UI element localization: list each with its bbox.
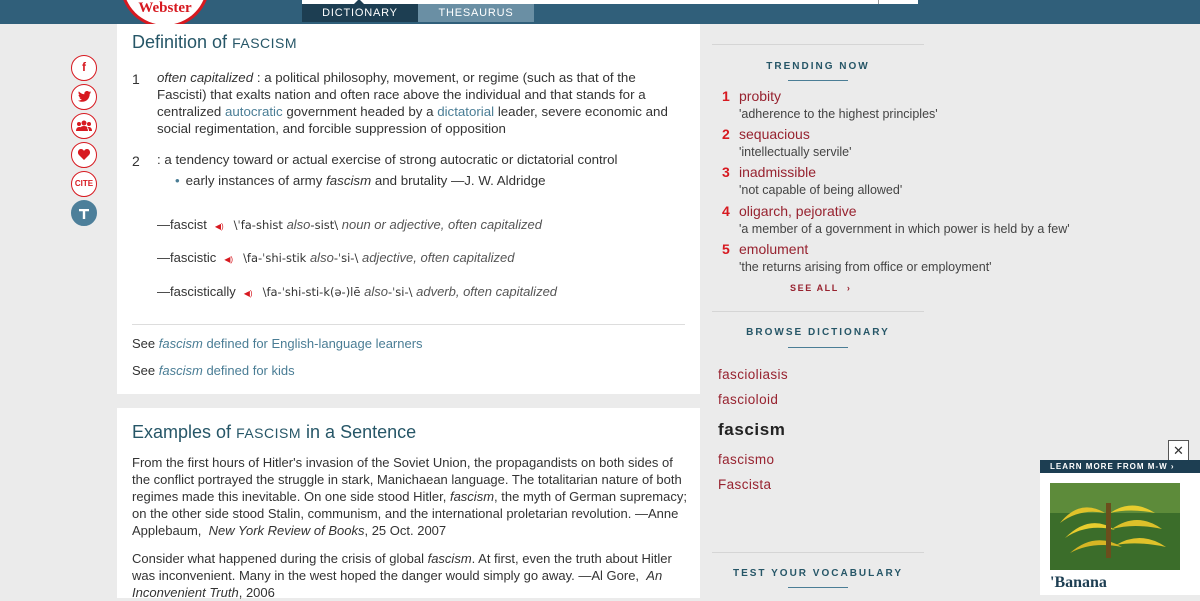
see-rest: defined for kids	[206, 363, 295, 378]
browse-heading: BROWSE DICTIONARY	[746, 327, 890, 338]
learners-link[interactable]	[159, 336, 423, 351]
example-word: fascism	[326, 173, 372, 188]
definition-title	[132, 32, 297, 53]
link-autocratic[interactable]: autocratic	[225, 104, 283, 119]
see-all-label: SEE ALL	[790, 283, 839, 293]
sense-1-part-c: leader, severe economic and social regimentation, and forcible suppression of opposition	[157, 104, 668, 136]
usage-example	[175, 173, 546, 188]
tab-dictionary[interactable]: DICTIONARY	[302, 4, 418, 22]
heading-underline	[788, 80, 848, 81]
browse-item[interactable]: Fascista	[718, 477, 772, 492]
p1-word: fascism	[449, 489, 495, 504]
headword: FASCISM	[236, 425, 302, 441]
trending-rank: 4	[722, 203, 730, 219]
also-label: also	[309, 250, 334, 265]
also-label: also	[286, 217, 311, 232]
browse-item[interactable]: fascioliasis	[718, 367, 789, 382]
trending-desc: 'not capable of being allowed'	[739, 183, 903, 197]
sense-2-text: : a tendency toward or actual exercise of strong autocratic or dictatorial control	[157, 152, 618, 167]
trending-word: oligarch, pejorative	[739, 203, 857, 219]
vocab-heading: TEST YOUR VOCABULARY	[732, 568, 903, 579]
sense-number: 1	[132, 71, 140, 87]
runon-word: —fascistically	[157, 284, 236, 299]
p2-word: fascism	[427, 551, 472, 566]
p2-part-a: Consider what happened during the crisis of global	[132, 551, 424, 566]
ad-card[interactable]	[1040, 473, 1200, 595]
trending-word: sequacious	[739, 126, 810, 142]
see-rest: defined for English-language learners	[206, 336, 423, 351]
runon-fascistic	[157, 250, 514, 265]
sense-1-part-a: : a political philosophy, movement, or regime (such as that of the Fascisti) that exalts nation and often race above the individual and that stands for a centralized	[157, 70, 646, 119]
pronunciation-alt: -ˈsi-\	[387, 285, 413, 299]
example-sentence-1	[132, 454, 687, 539]
heading-underline	[788, 587, 848, 588]
heading-underline	[788, 347, 848, 348]
runon-word: —fascistic	[157, 250, 217, 265]
rail-divider	[712, 44, 924, 45]
example-sentence-2	[132, 550, 687, 601]
sense-1-part-b: government headed by a	[286, 104, 434, 119]
trending-rank: 5	[722, 241, 730, 257]
pronunciation: \ˈfa-shist	[233, 218, 283, 232]
also-label: also	[364, 284, 388, 299]
title-prefix: Definition of	[132, 32, 228, 52]
close-icon[interactable]: ✕	[1168, 440, 1189, 461]
ad-caption: 'Banana	[1050, 574, 1107, 591]
speaker-icon[interactable]: ◀)	[224, 255, 234, 264]
trending-heading: TRENDING NOW	[766, 61, 870, 72]
trending-rank: 1	[722, 88, 730, 104]
p1-date: , 25 Oct. 2007	[364, 523, 447, 538]
trending-rank: 2	[722, 126, 730, 142]
banana-image[interactable]	[1050, 483, 1180, 570]
definition-card	[117, 24, 700, 394]
chevron-right-icon: ›	[1170, 462, 1175, 471]
sense-number: 2	[132, 153, 140, 169]
trending-desc: 'intellectually servile'	[739, 145, 852, 159]
trending-desc: 'a member of a government in which power is held by a few'	[739, 222, 1070, 236]
example-part-b: and brutality —J. W. Aldridge	[374, 173, 546, 188]
cite-button[interactable]: CITE	[71, 171, 97, 197]
twitter-icon[interactable]	[71, 84, 97, 110]
part-of-speech: adjective, often capitalized	[361, 250, 515, 265]
see-prefix: See	[132, 363, 156, 378]
browse-item-current: fascism	[718, 420, 786, 439]
examples-title	[132, 422, 416, 443]
trending-desc: 'the returns arising from office or employment'	[739, 260, 992, 274]
see-all-link[interactable]	[790, 283, 851, 293]
speaker-icon[interactable]: ◀)	[214, 222, 224, 231]
p1-part-b: , the myth of German supremacy; on the other side stood Stalin, communism, and the international proletarian revolution. —Anne Applebaum,	[132, 489, 687, 538]
sense-1-text	[157, 69, 677, 137]
pronunciation: \fa-ˈshi-stik	[243, 251, 307, 265]
community-icon[interactable]	[71, 113, 97, 139]
trending-desc: 'adherence to the highest principles'	[739, 107, 938, 121]
p1-part-a: From the first hours of Hitler's invasion of the Soviet Union, the propagandists on both sides of the conflict portrayed the struggle in stark, Manichaean language. The totalitarian nature of both regimes made this inevitable. On one side stood Hitler,	[132, 455, 682, 504]
title-suffix: in a Sentence	[306, 422, 417, 442]
ad-banner[interactable]	[1040, 460, 1200, 473]
headword: FASCISM	[232, 35, 298, 51]
trending-word: probity	[739, 88, 782, 104]
heart-icon[interactable]	[71, 142, 97, 168]
pronunciation-alt: -sist\	[310, 218, 339, 232]
rail-divider	[712, 552, 924, 553]
speaker-icon[interactable]: ◀)	[243, 289, 253, 298]
site-header	[0, 0, 1200, 24]
logo-text: Webster	[138, 0, 192, 16]
p2-source: An Inconvenient Truth	[132, 568, 663, 600]
trending-word: inadmissible	[739, 164, 817, 180]
pronunciation: \fa-ˈshi-sti-k(ə-)lē	[262, 285, 361, 299]
see-kids	[132, 363, 295, 378]
part-of-speech: adverb, often capitalized	[416, 284, 558, 299]
runon-word: —fascist	[157, 217, 207, 232]
trending-word: emolument	[739, 241, 809, 257]
runon-fascist	[157, 217, 542, 232]
title-prefix: Examples of	[132, 422, 232, 442]
ad-bar-label: LEARN MORE FROM M-W	[1050, 462, 1168, 471]
see-learners	[132, 336, 423, 351]
browse-item[interactable]: fascismo	[718, 452, 775, 467]
see-prefix: See	[132, 336, 156, 351]
examples-card	[117, 408, 700, 598]
divider	[132, 324, 685, 325]
tab-thesaurus[interactable]: THESAURUS	[418, 4, 534, 22]
sense-label: often capitalized	[157, 70, 254, 85]
example-part-a: early instances of army	[185, 173, 323, 188]
thesaurus-icon[interactable]	[71, 200, 97, 226]
facebook-icon[interactable]: f	[71, 55, 97, 81]
bullet-icon: •	[175, 173, 180, 188]
see-word: fascism	[158, 336, 203, 351]
chevron-right-icon: ›	[846, 283, 852, 293]
link-dictatorial[interactable]: dictatorial	[437, 104, 495, 119]
trending-rank: 3	[722, 164, 730, 180]
see-word: fascism	[158, 363, 203, 378]
part-of-speech: noun or adjective, often capitalized	[341, 217, 542, 232]
browse-item[interactable]: fascioloid	[718, 392, 779, 407]
p2-part-b: . At first, even the truth about Hitler was inconvenient. Many in the west hoped the danger would simply go away. —Al Gore,	[132, 551, 672, 583]
kids-link[interactable]	[159, 363, 295, 378]
rail-divider	[712, 311, 924, 312]
p2-date: , 2006	[238, 585, 275, 600]
pronunciation-alt: -ˈsi-\	[333, 251, 359, 265]
runon-fascistically	[157, 284, 557, 299]
p1-source: New York Review of Books	[208, 523, 365, 538]
search-separator	[878, 0, 879, 4]
